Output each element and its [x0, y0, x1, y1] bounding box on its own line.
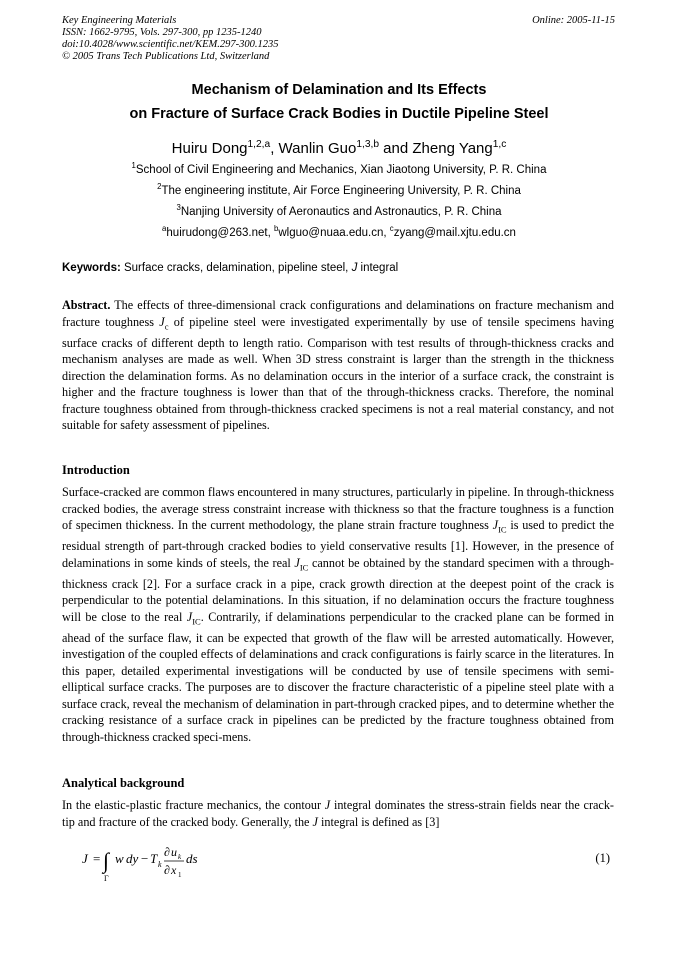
math-symbol: J	[159, 314, 165, 329]
body-text: integral is defined as [3]	[317, 814, 440, 829]
equation-number: (1)	[595, 851, 610, 865]
body-text: cannot be obtained by the standard specimen with a through-thickness crack [2]. For a surface crack in a pipe, crack growth direction at the deepest point of the crack is perpendicular to the potential delaminations. In this situation, if no delamination occurs the fracture toughness will be close to the real	[62, 555, 614, 624]
keywords-symbol: J	[351, 262, 358, 274]
keywords-text: integral	[357, 262, 399, 274]
affiliation-mark: 3	[176, 203, 181, 213]
math-subscript: IC	[498, 524, 507, 535]
doi-line: doi:10.4028/www.scientific.net/KEM.297-300.1235	[62, 39, 279, 50]
paper-title-line-1: Mechanism of Delamination and Its Effects	[191, 82, 487, 98]
journal-name: Key Engineering Materials	[62, 15, 177, 26]
math-symbol: J	[492, 518, 499, 533]
paper-title-line-2: on Fracture of Surface Crack Bodies in Ductile Pipeline Steel	[129, 106, 549, 122]
eq-x-sub: 1	[178, 871, 182, 879]
author-affiliation-mark: 1,3,b	[356, 139, 380, 150]
eq-dy: dy	[126, 851, 139, 866]
section-heading-analytical-background: Analytical background	[62, 776, 185, 790]
equation-1-formula	[80, 843, 220, 887]
affiliation-text: School of Civil Engineering and Mechanics, Xian Jiaotong University, P. R. China	[135, 164, 547, 176]
analytical-paragraph	[62, 797, 614, 830]
eq-w: w	[115, 851, 124, 866]
eq-integral: ∫	[103, 848, 110, 873]
author-separator: and	[379, 140, 413, 157]
eq-partial-top: ∂	[164, 845, 170, 859]
eq-u-sub: k	[178, 853, 182, 861]
journal-header	[62, 15, 279, 63]
eq-u: u	[171, 845, 177, 859]
author-name: Zheng Yang	[412, 140, 493, 157]
body-text: In the elastic-plastic fracture mechanics, the contour	[62, 798, 325, 812]
eq-t-sub: k	[158, 860, 162, 869]
email-mark: c	[389, 224, 394, 234]
email-address: wlguo@nuaa.edu.cn,	[278, 227, 390, 239]
author-name: Huiru Dong	[171, 140, 248, 157]
eq-t: T	[150, 851, 158, 866]
math-symbol: J	[312, 814, 318, 829]
math-symbol: J	[186, 609, 193, 624]
email-mark: a	[162, 224, 167, 234]
body-text: is used to predict the residual strength of part-through cracked bodies to yield conservative results [1]. However, in the presence of delaminations in some kinds of steels, the real	[62, 518, 614, 570]
affiliation-3	[40, 203, 638, 218]
abstract-paragraph	[62, 297, 614, 434]
author-emails	[40, 224, 638, 239]
eq-j: J	[82, 851, 88, 866]
introduction-paragraph	[62, 484, 614, 746]
affiliation-mark: 1	[131, 161, 136, 171]
abstract-text: The effects of three-dimensional crack configurations and delaminations on fracture mechanism and fracture toughness	[62, 298, 614, 329]
keywords-line	[62, 262, 398, 274]
author-list	[40, 140, 638, 157]
eq-ds: ds	[186, 851, 198, 866]
body-text: Surface-cracked are common flaws encountered in many structures, particularly in pipeline. In through-thickness cracked bodies, the average stress constraint increase with thickness so that the fracture toughness is a function of specimen thickness. In the current methodology, the plane strain fracture toughness	[62, 485, 614, 533]
affiliation-mark: 2	[157, 182, 162, 192]
issn-line: ISSN: 1662-9795, Vols. 297-300, pp 1235-1240	[62, 27, 262, 38]
email-address: zyang@mail.xjtu.edu.cn	[393, 227, 516, 239]
keywords-text: Surface cracks, delamination, pipeline steel,	[120, 262, 352, 274]
affiliation-1	[40, 161, 638, 176]
abstract-label: Abstract.	[62, 298, 111, 312]
author-affiliation-mark: 1,c	[492, 139, 507, 150]
equation-1	[80, 843, 610, 887]
math-subscript: IC	[299, 562, 309, 573]
affiliation-2	[40, 182, 638, 197]
math-symbol: J	[324, 798, 331, 812]
body-text: . Contrarily, if delaminations perpendicular to the cracked plane can be formed in ahead of the surface flaw, it can be expected that growth of the flaw will be arrested automatically. However, investigation of the coupled effects of delaminations and crack configurations is fairly scarce in the literatures. In this paper, detailed experimental investigations will be conducted by use of tensile specimens with semi-elliptical surface cracks. The purposes are to discover the fracture characteristic of a pipeline steel plate with a surface crack, reveal the mechanism of delamination in part-through cracked pipes, and to determine whether the cracking resistance of a surface crack in pipelines can be predicted by the fracture toughness obtained from through-thickness cracked speci-mens.	[62, 609, 614, 744]
section-heading-introduction: Introduction	[62, 463, 130, 477]
body-text: integral dominates the stress-strain fields near the crack-tip and fracture of the cracked body. Generally, the	[62, 798, 614, 829]
online-date: Online: 2005-11-15	[532, 15, 615, 26]
eq-minus: −	[141, 851, 149, 866]
email-address: huirudong@263.net,	[166, 227, 274, 239]
author-affiliation-mark: 1,2,a	[247, 139, 271, 150]
email-mark: b	[274, 224, 279, 234]
eq-partial-bottom: ∂	[164, 863, 170, 877]
abstract-text: of pipeline steel were investigated experimentally by use of tensile specimens having surface cracks of different depth to length ratio. Comparison with test results of through-thickness cracks and mechanism analyses are made as well. When 3D stress constraint is larger than the strength in the thickness direction the delamination forms. As no delamination occurs in the interior of a surface crack, the constraint is higher and the fracture toughness is lower than that of the through-thickness cracks. Therefore, the nominal fracture toughness obtained from through-thickness cracked specimens is not a real material constancy, and not suitable for safety assessment of pipelines.	[62, 314, 614, 433]
copyright-line: © 2005 Trans Tech Publications Ltd, Switzerland	[62, 51, 270, 62]
author-separator: ,	[270, 140, 279, 157]
eq-x: x	[171, 863, 177, 877]
eq-equals: =	[93, 851, 101, 866]
keywords-label: Keywords:	[62, 262, 121, 274]
math-subscript: IC	[192, 616, 201, 627]
math-symbol: J	[294, 555, 300, 570]
affiliation-text: The engineering institute, Air Force Engineering University, P. R. China	[161, 185, 521, 197]
author-name: Wanlin Guo	[278, 140, 357, 157]
affiliation-text: Nanjing University of Aeronautics and Astronautics, P. R. China	[180, 206, 502, 218]
math-subscript: c	[164, 320, 169, 331]
eq-contour: Γ	[104, 874, 109, 883]
